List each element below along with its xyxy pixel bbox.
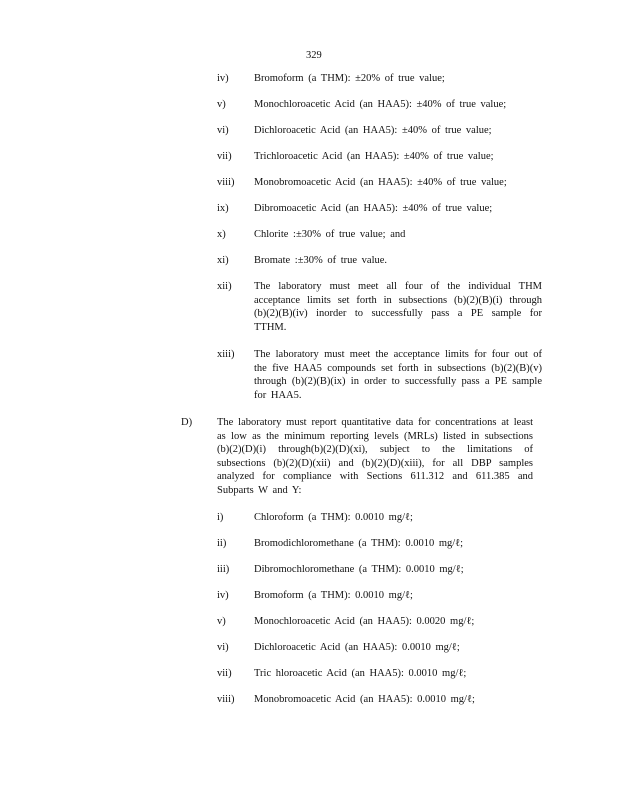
item-text: Dichloroacetic Acid (an HAA5): ±40% of true value; <box>254 125 492 136</box>
item-label: xiii) <box>217 349 235 360</box>
item-text: Dibromoacetic Acid (an HAA5): ±40% of true value; <box>254 203 493 214</box>
item-text: Trichloroacetic Acid (an HAA5): ±40% of true value; <box>254 151 494 162</box>
item-label: v) <box>217 99 226 110</box>
item-label: xii) <box>217 281 232 292</box>
item-text: Tric hloroacetic Acid (an HAA5): 0.0010 mg/ℓ; <box>254 668 467 679</box>
item-text: Monochloroacetic Acid (an HAA5): ±40% of true value; <box>254 99 507 110</box>
item-label: vi) <box>217 125 229 136</box>
item-text: Chloroform (a THM): 0.0010 mg/ℓ; <box>254 512 413 523</box>
item-text: Bromate :±30% of true value. <box>254 255 388 266</box>
item-text: Chlorite :±30% of true value; and <box>254 229 406 240</box>
item-label: viii) <box>217 694 235 705</box>
item-text: Dichloroacetic Acid (an HAA5): 0.0010 mg/ℓ; <box>254 642 460 653</box>
item-label: xi) <box>217 255 229 266</box>
item-label: x) <box>217 229 226 240</box>
item-label: vii) <box>217 151 232 162</box>
item-text: Monochloroacetic Acid (an HAA5): 0.0020 mg/ℓ; <box>254 616 475 627</box>
item-label: iv) <box>217 590 229 601</box>
item-text: Bromodichloromethane (a THM): 0.0010 mg/ℓ; <box>254 538 464 549</box>
item-label: i) <box>217 512 224 523</box>
paragraph-text: The laboratory must report quantitative data for concentrations at least as low as the minimum reporting levels (MRLs) listed in subsections (b)(2)(D)(i) through(b)(2)(D)(xi), subject to the limitations of subsections (b)(2)(D)(xii) and (b)(2)(D)(xiii), for all DBP samples analyzed for compliance with Sections 611.312 and 611.385 and Subparts W and Y: <box>217 417 533 496</box>
item-text: Monobromoacetic Acid (an HAA5): ±40% of true value; <box>254 177 507 188</box>
item-text: Bromoform (a THM): 0.0010 mg/ℓ; <box>254 590 413 601</box>
item-label: iv) <box>217 73 229 84</box>
item-text: Monobromoacetic Acid (an HAA5): 0.0010 mg/ℓ; <box>254 694 475 705</box>
item-label: vii) <box>217 668 232 679</box>
item-label: v) <box>217 616 226 627</box>
paragraph-label: D) <box>181 417 193 428</box>
item-label: iii) <box>217 564 230 575</box>
item-text: Bromoform (a THM): ±20% of true value; <box>254 73 445 84</box>
item-label: ii) <box>217 538 227 549</box>
item-text: The laboratory must meet the acceptance limits for four out of the five HAA5 compounds set forth in subsections (b)(2)(B)(v) through (b)(2)(B)(ix) in order to successfully pass a PE sample for HAA5. <box>254 349 542 401</box>
item-label: vi) <box>217 642 229 653</box>
page-number: 329 <box>306 50 322 61</box>
item-label: ix) <box>217 203 229 214</box>
item-text: Dibromochloromethane (a THM): 0.0010 mg/ℓ; <box>254 564 464 575</box>
item-label: viii) <box>217 177 235 188</box>
item-text: The laboratory must meet all four of the individual THM acceptance limits set forth in subsections (b)(2)(B)(i) through (b)(2)(B)(iv) inorder to successfully pass a PE sample for TTHM. <box>254 281 542 333</box>
